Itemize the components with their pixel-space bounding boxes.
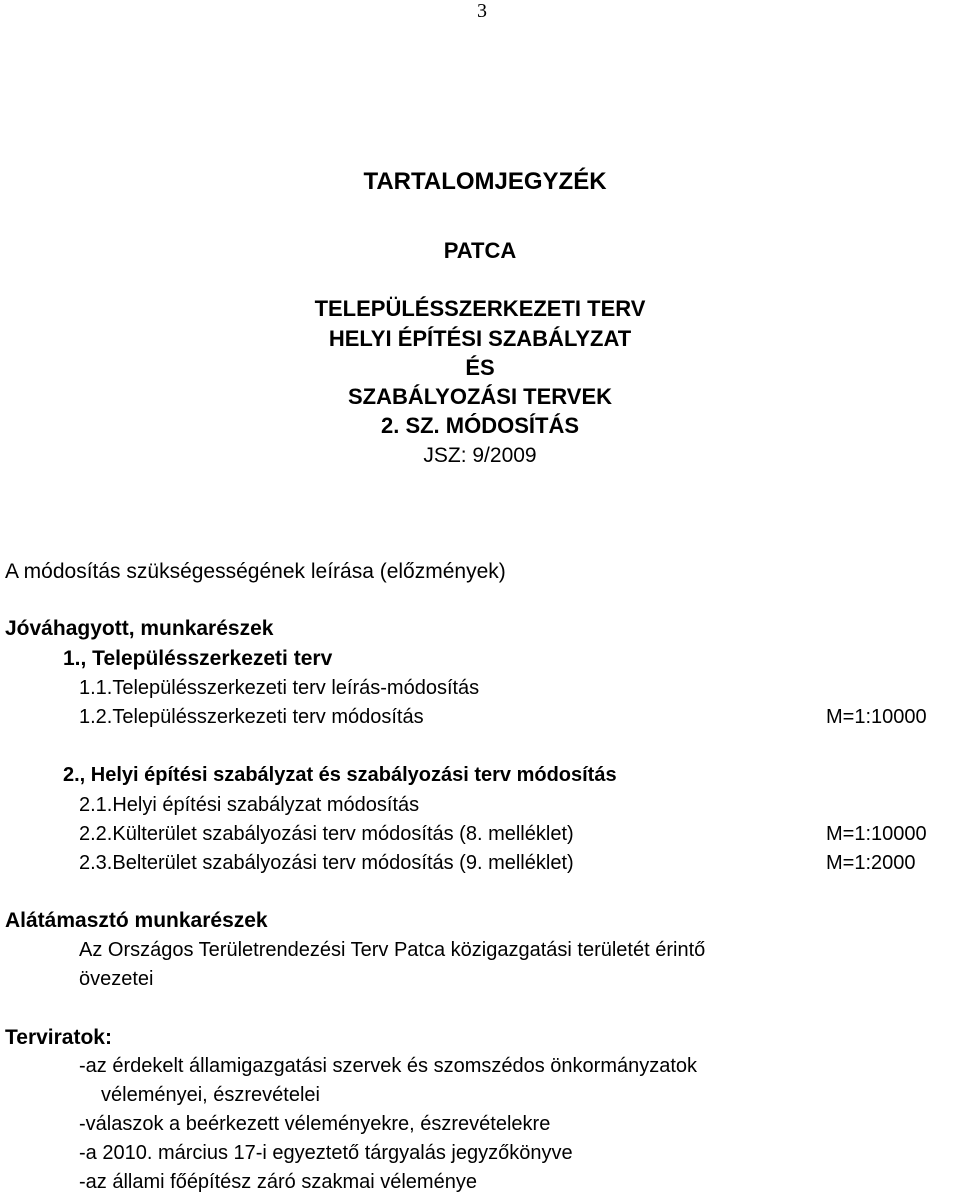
approved-item-1-2-scale: M=1:10000 (826, 706, 927, 728)
jsz-number: JSZ: 9/2009 (423, 444, 537, 467)
doc-title-line-2: HELYI ÉPÍTÉSI SZABÁLYZAT (328, 326, 632, 351)
approved-item-1-2: 1.2.Településszerkezeti terv módosítás (79, 706, 424, 728)
plan-docs-line-3: -a 2010. március 17-i egyeztető tárgyalás jegyzőkönyve (79, 1142, 573, 1164)
plan-docs-line-1: -az érdekelt államigazgatási szervek és szomszédos önkormányzatok (79, 1055, 698, 1077)
place-name: PATCA (443, 238, 517, 263)
approved-item-2-2: 2.2.Külterület szabályozási terv módosítás (8. melléklet) (79, 823, 574, 845)
supporting-line-2: övezetei (79, 968, 154, 990)
plan-docs-heading: Terviratok: (5, 1026, 112, 1049)
approved-item-2-1: 2.1.Helyi építési szabályzat módosítás (79, 794, 420, 816)
approved-item-1-1: 1.1.Településszerkezeti terv leírás-módosítás (79, 677, 480, 699)
plan-docs-line-4: -az állami főépítész záró szakmai véleménye (79, 1171, 477, 1193)
section-intro: A módosítás szükségességének leírása (előzmények) (5, 560, 506, 583)
approved-item-1: 1., Településszerkezeti terv (63, 647, 333, 670)
doc-title-line-1: TELEPÜLÉSSZERKEZETI TERV (314, 296, 646, 321)
doc-title-line-4: SZABÁLYOZÁSI TERVEK (347, 384, 613, 409)
approved-item-2: 2., Helyi építési szabályzat és szabályozási terv módosítás (63, 764, 617, 786)
page-number: 3 (477, 0, 487, 22)
supporting-heading: Alátámasztó munkarészek (5, 909, 268, 932)
supporting-line-1: Az Országos Területrendezési Terv Patca közigazgatási területét érintő (79, 939, 706, 961)
approved-item-2-2-scale: M=1:10000 (826, 823, 927, 845)
plan-docs-line-2: -válaszok a beérkezett véleményekre, észrevételekre (79, 1113, 551, 1135)
approved-item-2-3-scale: M=1:2000 (826, 852, 916, 874)
plan-docs-line-1b: véleményei, észrevételei (101, 1084, 320, 1106)
doc-title-line-5: 2. SZ. MÓDOSÍTÁS (380, 413, 580, 438)
toc-title: TARTALOMJEGYZÉK (363, 168, 607, 195)
doc-title-line-3: ÉS (465, 355, 495, 380)
approved-item-2-3: 2.3.Belterület szabályozási terv módosítás (9. melléklet) (79, 852, 574, 874)
approved-heading: Jóváhagyott, munkarészek (5, 617, 274, 640)
